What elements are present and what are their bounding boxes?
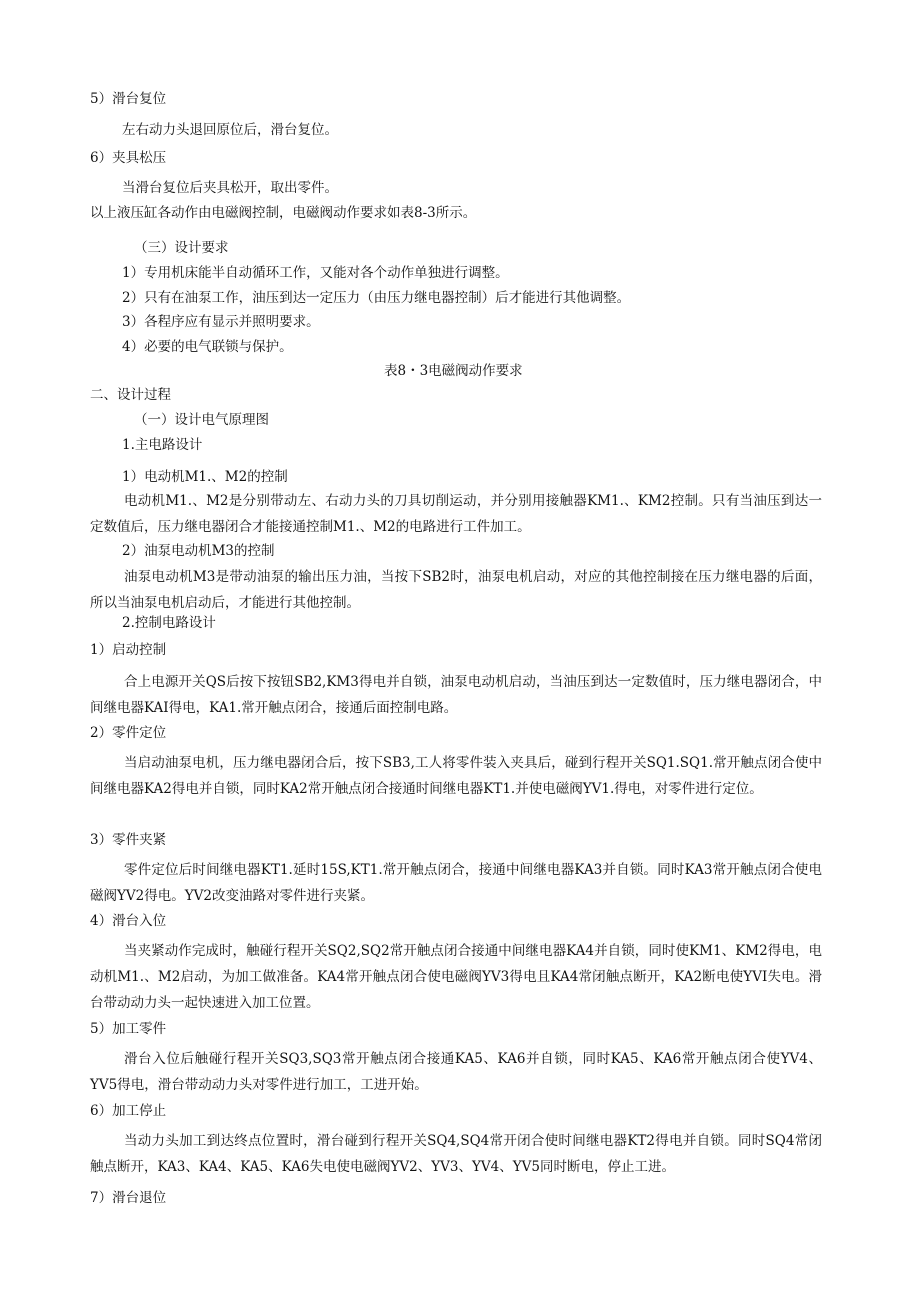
item-heading: 1）电动机M1.、M2的控制 [122,469,288,485]
item-heading: 5）滑台复位 [90,91,167,107]
item-heading: 3）零件夹紧 [90,832,167,848]
body-text: 以上液压缸各动作由电磁阀控制，电磁阀动作要求如表8-3所示。 [90,205,477,221]
item-heading: 2）零件定位 [90,725,167,741]
paragraph: 合上电源开关QS后按下按钮SB2,KM3得电并自锁，油泵电动机启动，当油压到达一定数值时，压力继电器闭合，中间继电器KAI得电，KA1.常开触点闭合，接通后面控制电路。 [90,674,822,716]
paragraph: 零件定位后时间继电器KT1.延时15S,KT1.常开触点闭合，接通中间继电器KA3并自锁。同时KA3常开触点闭合使电磁阀YV2得电。YV2改变油路对零件进行夹紧。 [90,862,822,904]
paragraph: 滑台入位后触碰行程开关SQ3,SQ3常开触点闭合接通KA5、KA6并自锁，同时KA5、KA6常开触点闭合使YV4、YV5得电，滑台带动动力头对零件进行加工，工进开始。 [90,1051,822,1093]
item-heading: 7）滑台退位 [90,1190,167,1206]
requirement-item: 3）各程序应有显示并照明要求。 [122,314,320,330]
chapter-heading: 二、设计过程 [90,387,171,403]
paragraph: 当动力头加工到达终点位置时，滑台碰到行程开关SQ4,SQ4常开闭合使时间继电器KT2得电并自锁。同时SQ4常闭触点断开，KA3、KA4、KA5、KA6失电使电磁阀YV2、YV3、YV4、YV5同时断电，停止工进。 [90,1133,822,1175]
table-caption: 表8・3电磁阀动作要求 [384,363,523,379]
paragraph: 当夹紧动作完成时，触碰行程开关SQ2,SQ2常开触点闭合接通中间继电器KA4并自锁，同时使KM1、KM2得电，电动机M1.、M2启动，为加工做准备。KA4常开触点闭合使电磁阀YV3得电且KA4常闭触点断开，KA2断电使YVI失电。滑台带动动力头一起快速进入加工位置。 [90,943,822,1011]
paragraph: 油泵电动机M3是带动油泵的输出压力油，当按下SB2时，油泵电机启动，对应的其他控制接在压力继电器的后面，所以当油泵电机启动后，才能进行其他控制。 [90,569,822,611]
item-heading: 2）油泵电动机M3的控制 [122,543,275,559]
item-heading: 5）加工零件 [90,1021,167,1037]
subsection-heading: 1.主电路设计 [122,437,203,453]
subsection-heading: 2.控制电路设计 [122,615,216,631]
paragraph: 当启动油泵电机，压力继电器闭合后，按下SB3,工人将零件装入夹具后，碰到行程开关SQ1.SQ1.常开触点闭合使中间继电器KA2得电并自锁，同时KA2常开触点闭合接通时间继电器KT1.并使电磁阀YV1.得电，对零件进行定位。 [90,755,822,797]
item-heading: 6）加工停止 [90,1103,167,1119]
item-heading: 6）夹具松压 [90,150,167,166]
body-text: 当滑台复位后夹具松开，取出零件。 [122,180,338,196]
item-heading: 1）启动控制 [90,642,167,658]
item-heading: 4）滑台入位 [90,913,167,929]
requirement-item: 2）只有在油泵工作，油压到达一定压力（由压力继电器控制）后才能进行其他调整。 [122,290,631,306]
requirement-item: 1）专用机床能半自动循环工作，又能对各个动作单独进行调整。 [122,265,509,281]
paragraph: 电动机M1.、M2是分别带动左、右动力头的刀具切削运动，并分别用接触器KM1.、KM2控制。只有当油压到达一定数值后，压力继电器闭合才能接通控制M1.、M2的电路进行工件加工。 [90,493,822,535]
section-heading: （三）设计要求 [134,240,229,256]
section-heading: （一）设计电气原理图 [134,412,269,428]
requirement-item: 4）必要的电气联锁与保护。 [122,339,293,355]
body-text: 左右动力头退回原位后，滑台复位。 [122,122,338,138]
